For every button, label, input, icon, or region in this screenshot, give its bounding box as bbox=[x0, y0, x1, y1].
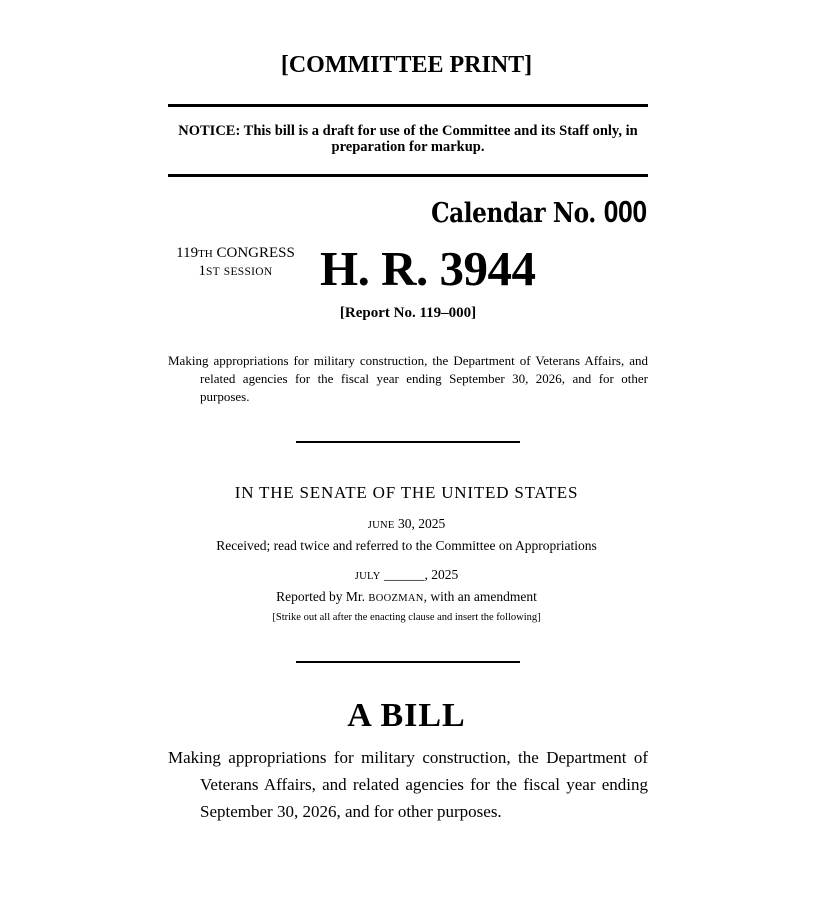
divider-rule-2 bbox=[296, 661, 520, 663]
congress-word: CONGRESS bbox=[216, 245, 295, 261]
action-date-1-month: JUNE bbox=[367, 520, 395, 531]
divider-rule bbox=[296, 441, 520, 443]
session-number: 1 bbox=[198, 263, 206, 279]
congress-number: 119 bbox=[176, 245, 199, 261]
calendar-number bbox=[431, 194, 647, 230]
calendar-label: Calendar No. bbox=[431, 198, 597, 229]
action-text-2 bbox=[0, 589, 813, 605]
action-date-2-month: JULY bbox=[354, 571, 381, 582]
notice-bottom-rule bbox=[168, 174, 648, 177]
action-date-1 bbox=[0, 516, 813, 532]
a-bill-heading: A BILL bbox=[347, 697, 466, 734]
congress-session-block bbox=[168, 245, 303, 281]
calendar-number-value: 000 bbox=[603, 194, 647, 229]
session-suffix: ST bbox=[205, 266, 220, 278]
session-line bbox=[168, 263, 303, 281]
notice-top-rule bbox=[168, 104, 648, 107]
report-number: [Report No. 119–000] bbox=[339, 305, 477, 321]
session-word: SESSION bbox=[223, 266, 273, 278]
long-title: Making appropriations for military construction, the Department of Veterans Affairs, and related agencies for the fiscal year ending September 30, 2026, and for other purposes. bbox=[168, 748, 648, 821]
action-date-2-rest: ______, 2025 bbox=[380, 567, 459, 582]
committee-print-heading: [COMMITTEE PRINT] bbox=[280, 52, 533, 78]
action-text-2-prefix: Reported by Mr. bbox=[276, 589, 369, 604]
congress-ordinal-suffix: TH bbox=[198, 248, 213, 260]
action-text-1: Received; read twice and referred to the Committee on Appropriations bbox=[216, 538, 597, 553]
action-text-2-suffix: , with an amendment bbox=[423, 589, 537, 604]
strike-note: [Strike out all after the enacting clause and insert the following] bbox=[272, 612, 541, 623]
bill-number: H. R. 3944 bbox=[320, 241, 536, 296]
action-date-1-rest: 30, 2025 bbox=[394, 516, 446, 531]
action-date-2 bbox=[0, 567, 813, 583]
reporter-name: BOOZMAN bbox=[368, 593, 424, 604]
congress-line bbox=[168, 245, 303, 263]
senate-heading: IN THE SENATE OF THE UNITED STATES bbox=[234, 483, 579, 502]
short-title: Making appropriations for military construction, the Department of Veterans Affairs, and related agencies for the fiscal year ending September 30, 2026, and for other purposes. bbox=[168, 353, 648, 404]
draft-notice: NOTICE: This bill is a draft for use of the Committee and its Staff only, in preparation for markup. bbox=[178, 123, 638, 155]
